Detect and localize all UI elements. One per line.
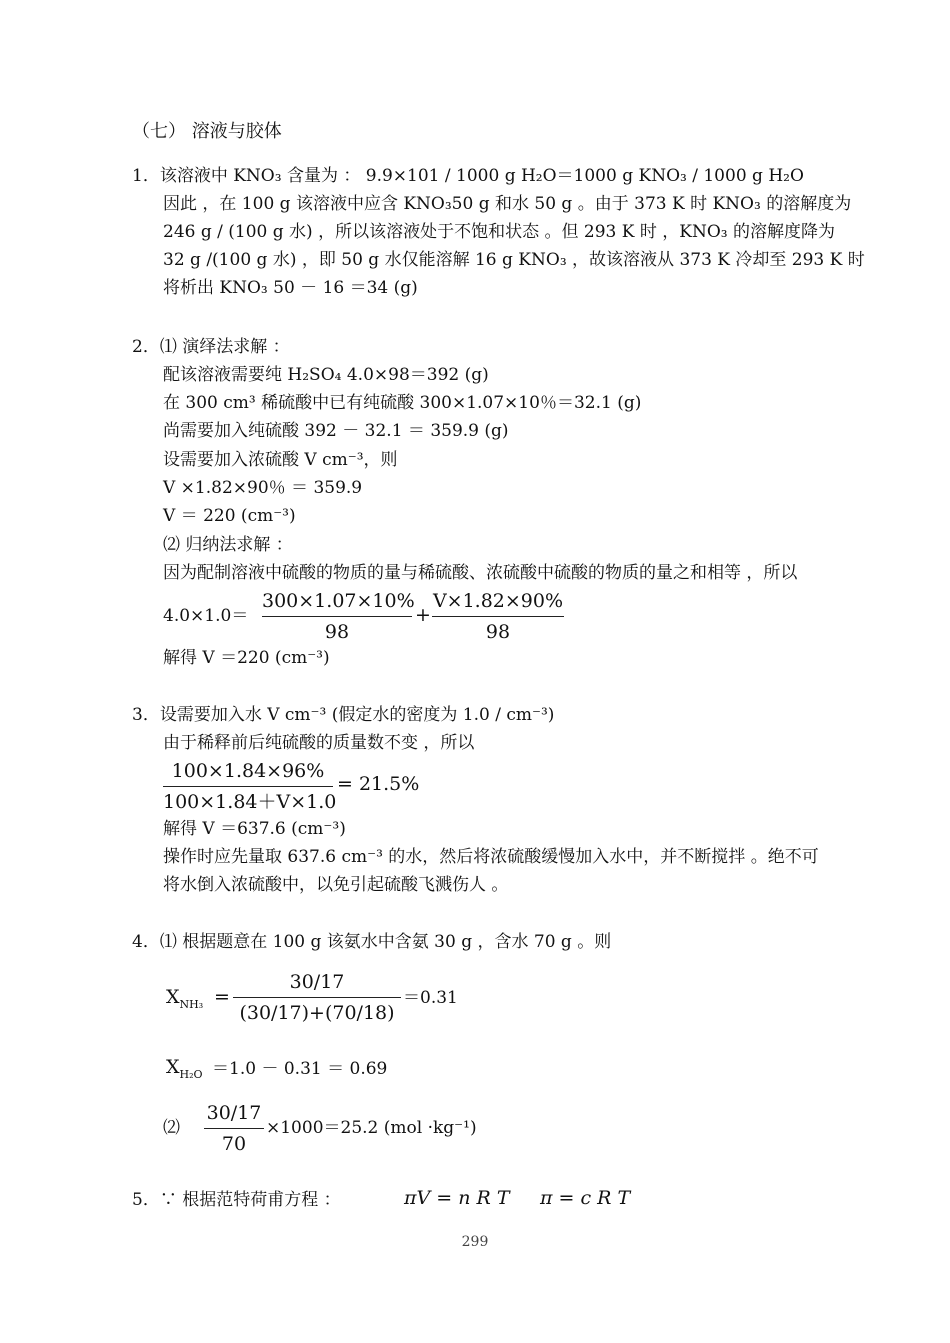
q2-fraction-1-denominator: 98 <box>324 621 350 643</box>
q2-fraction-2-numerator: V×1.82×90% <box>432 590 564 612</box>
q4-result-2: ＝1.0 － 0.31 ＝ 0.69 <box>212 1059 388 1079</box>
fraction-bar <box>204 1128 264 1129</box>
q4-x-h2o <box>166 1056 203 1081</box>
q1-line-2: 因此 ，在 100 g 该溶液中应含 KNO₃50 g 和水 50 g 。由于 373 K 时 KNO₃ 的溶解度为 <box>163 194 852 214</box>
q5-equation-1: πV = n R T <box>404 1187 510 1209</box>
q4-fraction-1-numerator: 30/17 <box>289 971 345 993</box>
q2-line-8: ⑵ 归纳法求解 ： <box>163 535 293 555</box>
fraction-bar <box>432 616 564 617</box>
q2-line-6: V ×1.82×90％ ＝ 359.9 <box>163 478 363 498</box>
q3-fraction <box>163 758 337 815</box>
q1-line-3: 246 g / (100 g 水) ，所以该溶液处于不饱和状态 。但 293 K 时 ，KNO₃ 的溶解度降为 <box>163 222 835 242</box>
q2-line-10: 解得 V ＝220 (cm⁻³) <box>163 648 330 668</box>
q2-line-4: 尚需要加入纯硫酸 392 － 32.1 ＝ 359.9 (g) <box>163 421 509 441</box>
q2-line-3: 在 300 cm³ 稀硫酸中已有纯硫酸 300×1.07×10％＝32.1 (g) <box>163 393 642 413</box>
q2-plus-sign: + <box>415 604 431 626</box>
q4-result-1: ＝0.31 <box>403 988 458 1008</box>
section-heading: （七） 溶液与胶体 <box>132 121 282 142</box>
fraction-bar <box>233 997 401 998</box>
q2-fraction-1-numerator: 300×1.07×10% <box>262 590 415 612</box>
q2-equation-left: 4.0×1.0＝ <box>163 606 249 626</box>
q1-line-4: 32 g /(100 g 水) ，即 50 g 水仅能溶解 16 g KNO₃ ，故该溶液从 373 K 冷却至 293 K 时 <box>163 250 865 270</box>
q2-fraction-1 <box>262 588 415 645</box>
q2-line-2: 配该溶液需要纯 H₂SO₄ 4.0×98＝392 (g) <box>163 365 489 385</box>
q3-line-4: 操作时应先量取 637.6 cm⁻³ 的水，然后将浓硫酸缓慢加入水中，并不断搅拌 。绝不可 <box>163 847 819 867</box>
q3-line-2: 由于稀释前后纯硫酸的质量数不变 ，所以 <box>163 733 475 753</box>
q2-fraction-2 <box>432 588 564 645</box>
q4-fraction-2 <box>204 1100 264 1157</box>
q4-fraction-1 <box>233 969 401 1026</box>
mole-fraction-subscript: H₂O <box>179 1067 203 1081</box>
q3-fraction-denominator: 100×1.84＋V×1.0 <box>163 791 337 813</box>
q3-line-3: 解得 V ＝637.6 (cm⁻³) <box>163 819 346 839</box>
q4-fraction-2-denominator: 70 <box>221 1133 247 1155</box>
q3-line-5: 将水倒入浓硫酸中，以免引起硫酸飞溅伤人 。 <box>163 875 509 895</box>
q4-equals-sign: = <box>214 986 230 1008</box>
q1-line-5: 将析出 KNO₃ 50 － 16 ＝34 (g) <box>163 278 418 298</box>
q3-fraction-numerator: 100×1.84×96% <box>171 760 325 782</box>
q3-fraction-result: = 21.5% <box>337 773 420 795</box>
mole-fraction-symbol: X <box>166 986 180 1008</box>
q1-line-1: 1．该溶液中 KNO₃ 含量为 ： 9.9×101 / 1000 g H₂O＝1000 g KNO₃ / 1000 g H₂O <box>132 166 804 186</box>
q2-line-7: V ＝ 220 (cm⁻³) <box>163 506 296 526</box>
q2-line-1: 2．⑴ 演绎法求解 ： <box>132 337 290 357</box>
q4-fraction-1-denominator: (30/17)+(70/18) <box>239 1002 395 1024</box>
q3-line-1: 3．设需要加入水 V cm⁻³ (假定水的密度为 1.0 / cm⁻³) <box>132 705 555 725</box>
q5-line-1: 5．∵ 根据范特荷甫方程 ： <box>132 1190 341 1210</box>
fraction-bar <box>262 616 412 617</box>
q4-part-2-marker: ⑵ <box>163 1118 180 1138</box>
q5-equation-2: π = c R T <box>540 1187 631 1209</box>
q2-fraction-2-denominator: 98 <box>485 621 511 643</box>
q2-line-5: 设需要加入浓硫酸 V cm⁻³，则 <box>163 450 398 470</box>
page-number: 299 <box>461 1234 489 1250</box>
q4-line-1: 4．⑴ 根据题意在 100 g 该氨水中含氨 30 g ，含水 70 g 。则 <box>132 932 612 952</box>
q4-x-nh3 <box>166 986 204 1011</box>
mole-fraction-symbol: X <box>166 1056 180 1078</box>
q4-fraction-2-numerator: 30/17 <box>206 1102 262 1124</box>
q2-line-9: 因为配制溶液中硫酸的物质的量与稀硫酸、浓硫酸中硫酸的物质的量之和相等 ，所以 <box>163 563 798 583</box>
q4-result-3: ×1000＝25.2 (mol ·kg⁻¹) <box>266 1118 477 1138</box>
fraction-bar <box>163 786 333 787</box>
mole-fraction-subscript: NH₃ <box>179 997 204 1011</box>
